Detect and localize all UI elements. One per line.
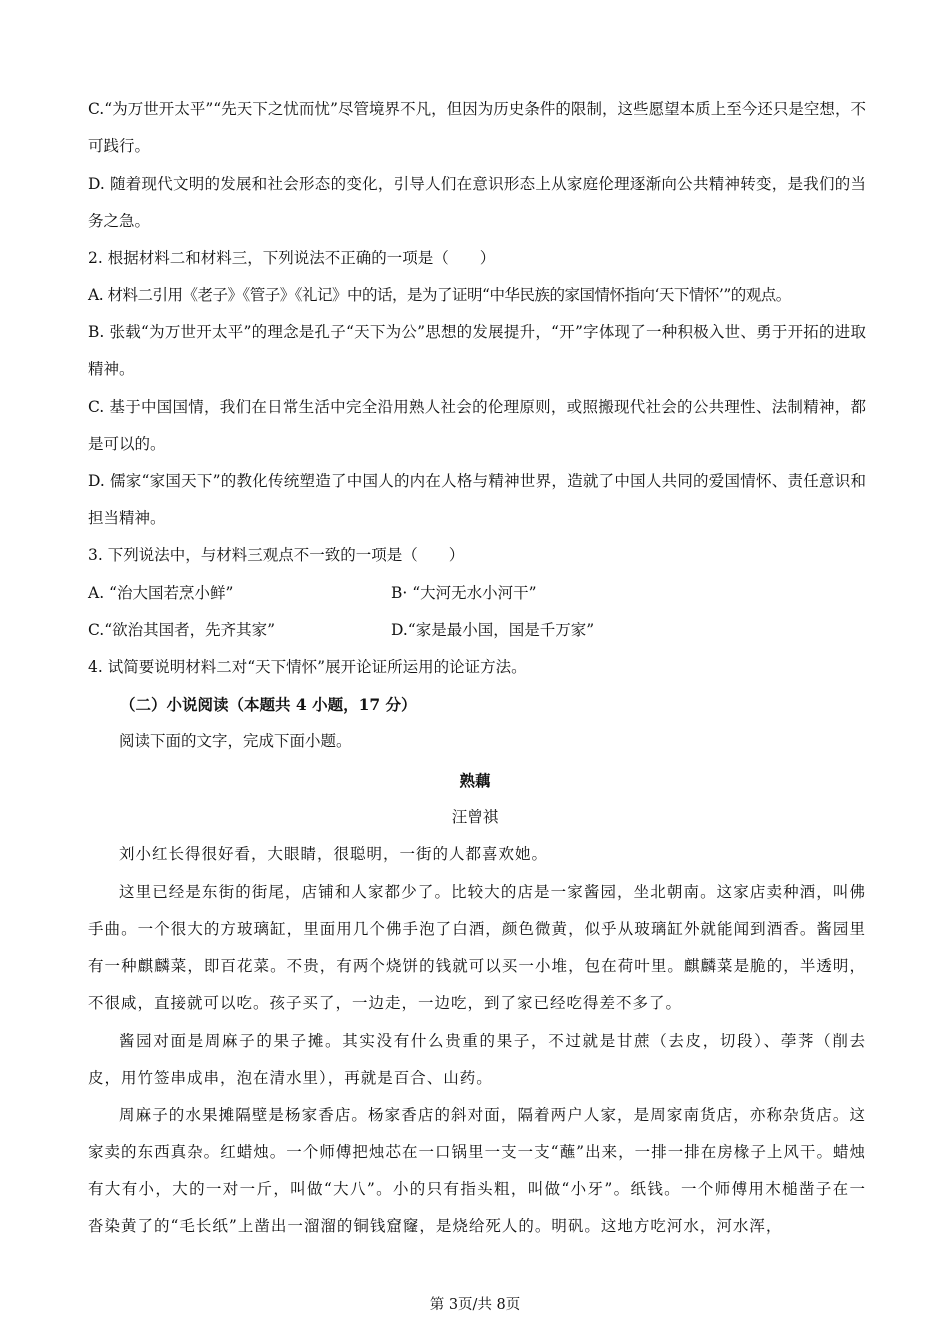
q3-options-row-1 — [88, 575, 866, 612]
story-author: 汪曾祺 — [451, 808, 499, 826]
q3-option-a: A. “治大国若烹小鲜” — [88, 584, 234, 602]
section-heading: （二）小说阅读（本题共 4 小题，17 分） — [120, 695, 417, 714]
story-paragraph-1: 刘小红长得很好看，大眼睛，很聪明，一街的人都喜欢她。 — [119, 845, 549, 863]
q3-option-b: B· “大河无水小河干” — [391, 584, 537, 602]
story-paragraph-3: 酱园对面是周麻子的果子摊。其实没有什么贵重的果子，不过就是甘蔗（去皮，切段）、荸荠（削去皮，用竹签串成串，泡在清水里），再就是百合、山药。 — [88, 1032, 866, 1087]
q2-option-a: A. 材料二引用《老子》《管子》《礼记》中的话，是为了证明“中华民族的家国情怀指向‘天下情怀’”的观点。 — [88, 286, 791, 304]
q1-option-d: D. 随着现代文明的发展和社会形态的变化，引导人们在意识形态上从家庭伦理逐渐向公共精神转变，是我们的当务之急。 — [88, 175, 866, 230]
q3-option-c: C.“欲治其国者，先齐其家” — [88, 621, 276, 639]
story-title: 熟藕 — [459, 771, 491, 790]
q3-options-row-2 — [88, 612, 866, 649]
q3-stem: 3. 下列说法中，与材料三观点不一致的一项是（ ） — [88, 546, 465, 564]
section-instruction: 阅读下面的文字，完成下面小题。 — [119, 732, 352, 750]
q2-option-b: B. 张载“为万世开太平”的理念是孔子“天下为公”思想的发展提升，“开”字体现了一种积极入世、勇于开拓的进取精神。 — [88, 323, 866, 378]
story-paragraph-4: 周麻子的水果摊隔壁是杨家香店。杨家香店的斜对面，隔着两户人家，是周家南货店，亦称杂货店。这家卖的东西真杂。红蜡烛。一个师傅把烛芯在一口锅里一支一支“蘸”出来，一排一排在房椽子上风干。蜡烛有大有小，大的一对一斤，叫做“大八”。小的只有指头粗，叫做“小牙”。纸钱。一个师傅用木槌凿子在一沓染黄了的“毛长纸”上凿出一溜溜的铜钱窟窿，是烧给死人的。明矾。这地方吃河水，河水浑， — [88, 1106, 866, 1235]
q1-option-c: C.“为万世开太平”“先天下之忧而忧”尽管境界不凡，但因为历史条件的限制，这些愿望本质上至今还只是空想，不可践行。 — [88, 100, 866, 155]
q2-option-d: D. 儒家“家国天下”的教化传统塑造了中国人的内在人格与精神世界，造就了中国人共同的爱国情怀、责任意识和担当精神。 — [88, 472, 866, 527]
q4-stem: 4. 试简要说明材料二对“天下情怀”展开论证所运用的论证方法。 — [88, 658, 527, 676]
story-paragraph-2: 这里已经是东街的街尾，店铺和人家都少了。比较大的店是一家酱园，坐北朝南。这家店卖种酒，叫佛手曲。一个很大的方玻璃缸，里面用几个佛手泡了白酒，颜色微黄，似乎从玻璃缸外就能闻到酒香。酱园里有一种麒麟菜，即百花菜。不贵，有两个烧饼的钱就可以买一小堆，包在荷叶里。麒麟菜是脆的，半透明，不很咸，直接就可以吃。孩子买了，一边走，一边吃，到了家已经吃得差不多了。 — [88, 883, 866, 1012]
q2-stem: 2. 根据材料二和材料三，下列说法不正确的一项是（ ） — [88, 249, 496, 267]
q2-option-c: C. 基于中国国情，我们在日常生活中完全沿用熟人社会的伦理原则，或照搬现代社会的公共理性、法制精神，都是可以的。 — [88, 398, 866, 453]
q3-option-d: D.“家是最小国，国是千万家” — [391, 621, 595, 639]
page-number: 第 3页/共 8页 — [429, 1297, 521, 1313]
